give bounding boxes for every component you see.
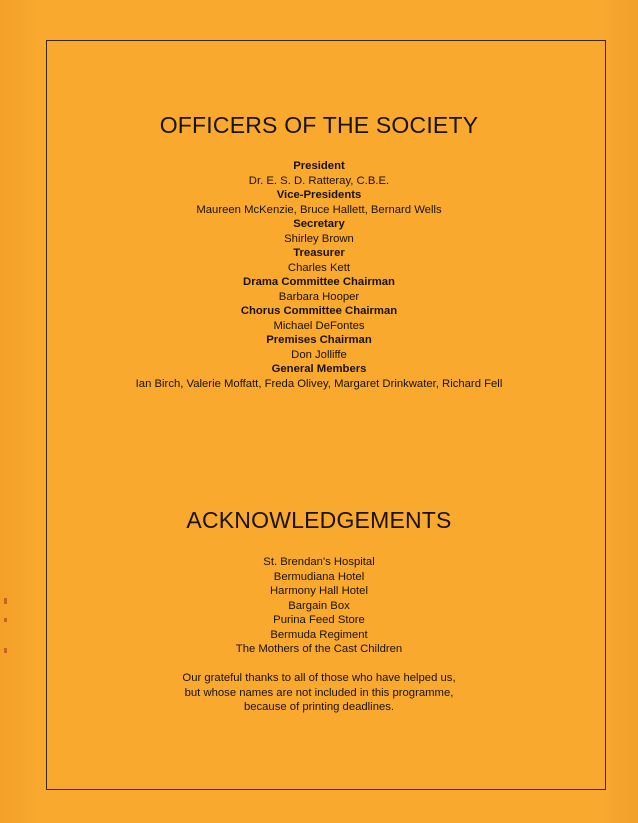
- officer-role: Treasurer: [293, 247, 345, 259]
- acknowledgement-item: Harmony Hall Hotel: [270, 585, 368, 597]
- officer-role: Drama Committee Chairman: [243, 276, 395, 288]
- officers-list: [0, 159, 638, 391]
- officer-names: Ian Birch, Valerie Moffatt, Freda Olivey, Margaret Drinkwater, Richard Fell: [135, 377, 503, 390]
- acknowledgement-item: St. Brendan's Hospital: [263, 556, 375, 568]
- officer-names: Maureen McKenzie, Bruce Hallett, Bernard Wells: [196, 203, 442, 216]
- officer-role: General Members: [271, 363, 367, 375]
- officer-names: Barbara Hooper: [278, 290, 360, 303]
- officer-role: Secretary: [293, 218, 345, 230]
- thanks-line: Our grateful thanks to all of those who have helped us,: [182, 672, 456, 684]
- thanks-line: because of printing deadlines.: [243, 701, 395, 713]
- thanks-paragraph: [0, 671, 638, 715]
- officer-names: Dr. E. S. D. Ratteray, C.B.E.: [248, 174, 390, 187]
- acknowledgement-item: The Mothers of the Cast Children: [235, 643, 403, 655]
- thanks-line: but whose names are not included in this programme,: [184, 686, 454, 699]
- officer-role: Premises Chairman: [266, 334, 372, 346]
- acknowledgement-item: Purina Feed Store: [273, 614, 365, 626]
- officer-role: Vice-Presidents: [276, 189, 362, 201]
- officer-names: Charles Kett: [287, 261, 351, 274]
- acknowledgements-heading: ACKNOWLEDGEMENTS: [186, 507, 452, 533]
- officer-names: Don Jolliffe: [291, 348, 347, 361]
- acknowledgement-item: Bargain Box: [288, 599, 350, 612]
- acknowledgements-list: [0, 555, 638, 657]
- acknowledgement-item: Bermudiana Hotel: [273, 570, 365, 583]
- officers-heading: OFFICERS OF THE SOCIETY: [159, 112, 479, 138]
- officer-names: Shirley Brown: [284, 232, 354, 245]
- officer-role: President: [293, 160, 345, 172]
- officer-role: Chorus Committee Chairman: [240, 305, 398, 317]
- officer-names: Michael DeFontes: [273, 319, 365, 332]
- acknowledgement-item: Bermuda Regiment: [270, 628, 368, 641]
